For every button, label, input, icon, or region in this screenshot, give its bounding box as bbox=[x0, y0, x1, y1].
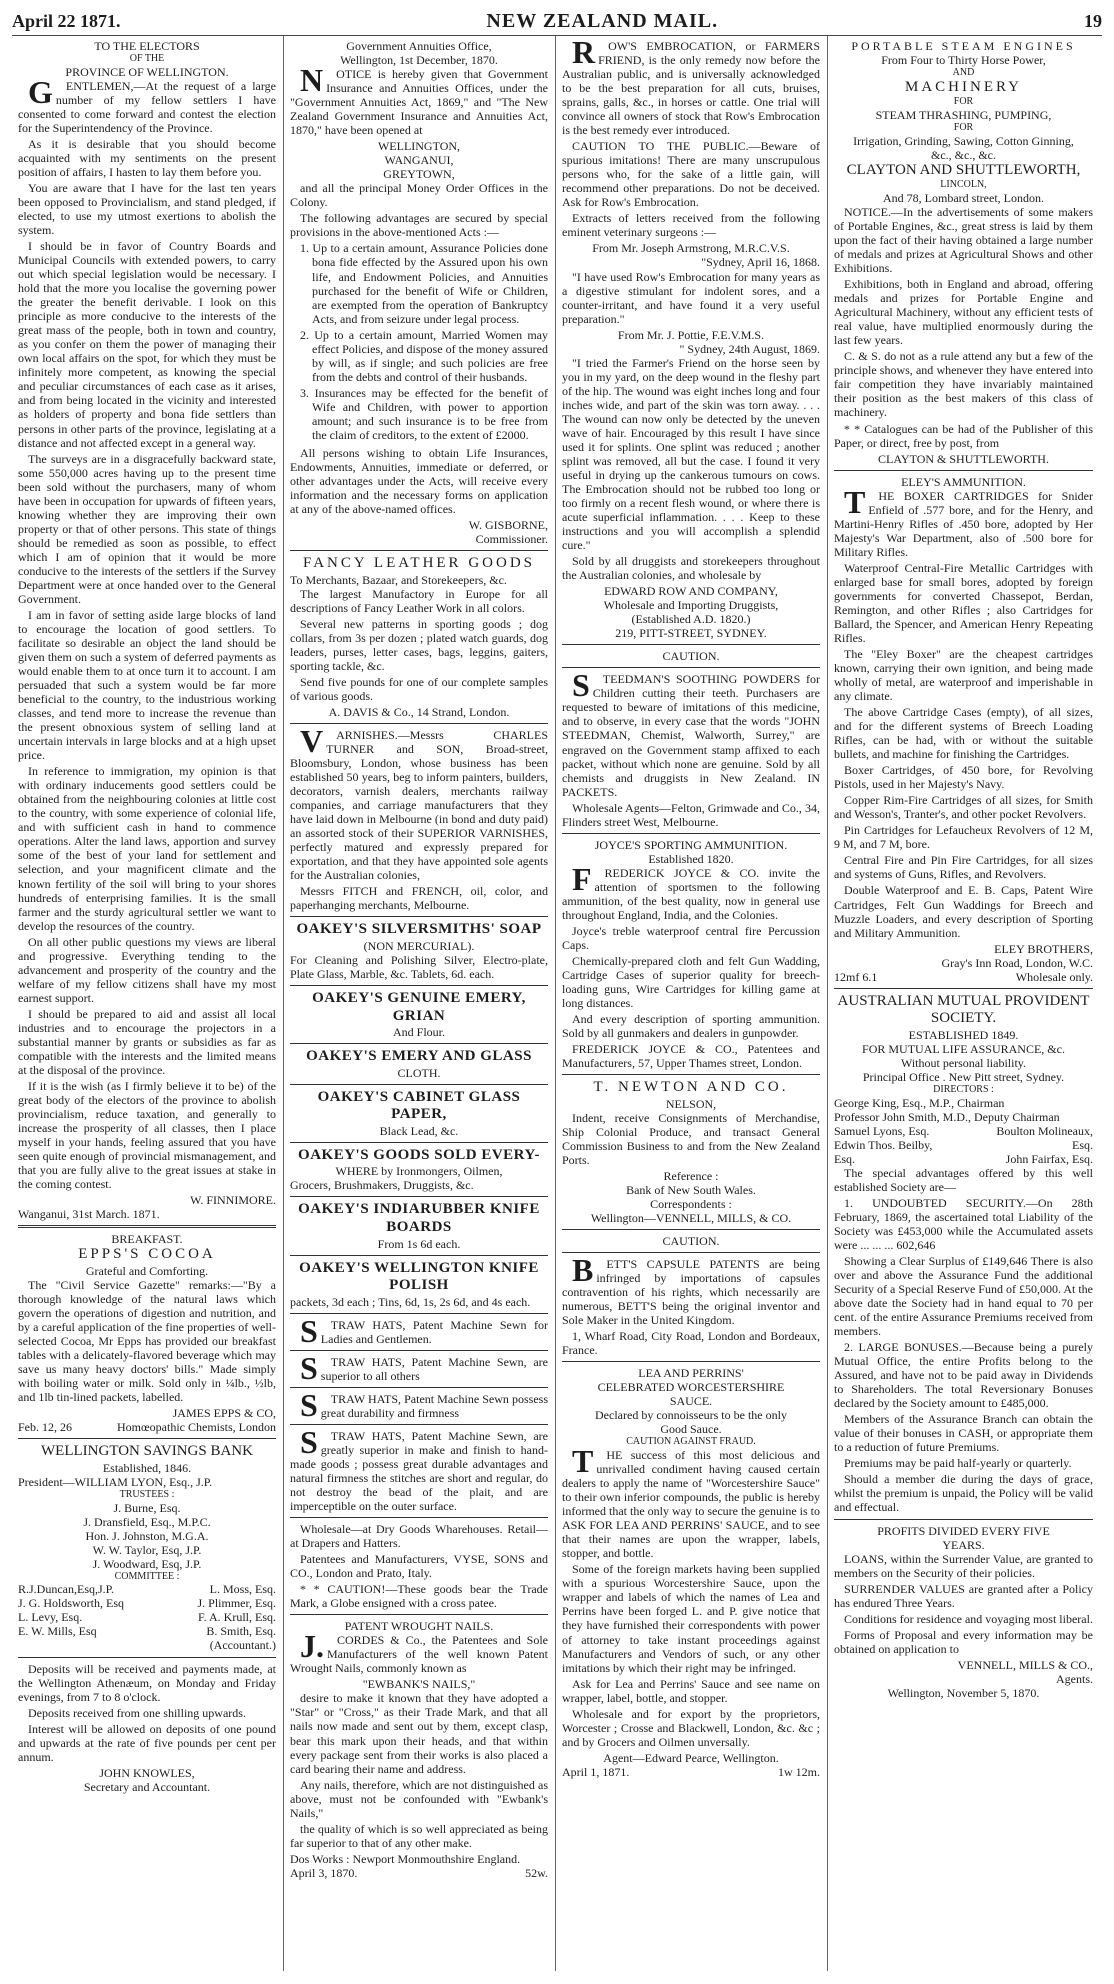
newton-heading: T. NEWTON AND CO. bbox=[593, 1079, 789, 1096]
oakey-ad bbox=[290, 1260, 548, 1309]
bank-trustee: J. Woodward, Esq, J.P. bbox=[92, 1556, 202, 1571]
newton-ad bbox=[562, 1079, 820, 1225]
lea-paragraph: Some of the foreign markets having been supplied with a spurious Worcestershire Sauce, upon the wrapper and labels of which the names of Lea and Perrins have been forged L. and P. give notice that they have furnished their correspondents with power of attorney to take instant proceedings against Manufacturers and Vendors of such, or any other imitations by which their right may be infringed. bbox=[562, 1562, 820, 1675]
clayton-h1: CLAYTON AND SHUTTLEWORTH, bbox=[846, 161, 1081, 178]
nails-ad bbox=[290, 1619, 548, 1880]
bank-paragraph: Interest will be allowed on deposits of one pound and upwards at the rate of five pounds per cent per annum. bbox=[18, 1721, 276, 1764]
electors-heading: TO THE ELECTORS bbox=[94, 39, 200, 53]
fancy-leather-ad bbox=[290, 555, 548, 719]
row-embrocation-ad bbox=[562, 36, 820, 641]
joyce-name: FREDERICK JOYCE & CO., Patentees and Manufacturers, 57, Upper Thames street, London. bbox=[562, 1042, 820, 1071]
eley-heading: ELEY'S AMMUNITION. bbox=[901, 474, 1026, 489]
fancy-paragraphs bbox=[290, 587, 548, 703]
electors-paragraph: If it is the wish (as I firmly believe it to be) of the great body of the electors of the province to abolish provincialism, reduce taxation, and generally to increase the prosperity of all classes, then I place myself in your hands, feeling assured that you have seen quite enough of provincial mismanagement, and that you are fully alive to the great issues at stake in the coming contest. bbox=[18, 1078, 276, 1192]
divider bbox=[562, 1074, 820, 1075]
straw-wholesale: Wholesale—at Dry Goods Wharehouses. Retail—at Drapers and Hatters. bbox=[290, 1522, 548, 1551]
annuities-date: Wellington, 1st December, 1870. bbox=[340, 53, 498, 68]
electors-paragraph: GENTLEMEN,—At the request of a large number of my fellow settlers I have consented to come forward and contest the election for the Superintendency of the Province. bbox=[18, 73, 276, 135]
eley-code: 12mf 6.1 bbox=[834, 969, 878, 984]
divider bbox=[562, 644, 820, 645]
engines-h9: &c., &c., &c. bbox=[931, 147, 996, 162]
embro-p8: " Sydney, 24th August, 1869. bbox=[679, 341, 820, 356]
lea-paragraph: THE success of this most delicious and unrivalled condiment having caused certain dealers to apply the name of "Worcestershire Sauce" to their own inferior compounds, the public is hereby informed that the only way to secure the genuine is to ASK FOR LEA AND PERRINS' SAUCE, and to see that their names are upon the wrapper, labels, stopper, and bottle. bbox=[562, 1443, 820, 1561]
electors-paragraph: I should be in favor of Country Boards and Municipal Councils with extended powers, to carry out which special legislation would be necessary. I hold that the more you localise the governing power the greater the benefit derivable. I look on this principle as more conducive to the interests of the great mass of the people, both in town and country, as you confer on them the power of managing their own local affairs on the spot, for which they must be infinitely more competent, as knowing the special and peculiar circumstances of each case as it arises, and from being located in the vicinity and interested as holders of property and bona fide settlers than persons in other parts of the province, legislating at a distance and not affected except in a general way. bbox=[18, 239, 276, 450]
engines-h4: MACHINERY bbox=[904, 78, 1022, 95]
betts-p1: BETT'S CAPSULE PATENTS are being infringed by importations of capsules contravention of his rights, which necessarily are numerous, BETT'S being the original inventor and Sole Maker in the United Kingdom. bbox=[562, 1252, 820, 1328]
divider bbox=[290, 1350, 548, 1351]
newton-ref-heading: Reference : bbox=[663, 1168, 719, 1183]
eley-paragraphs bbox=[834, 483, 1093, 940]
oakey-heading: OAKEY'S INDIARUBBER KNIFE BOARDS bbox=[298, 1201, 540, 1235]
amp-director: George King, Esq., M.P., Chairman bbox=[834, 1095, 1005, 1110]
amp-director: Professor John Smith, M.D., Deputy Chairman bbox=[834, 1109, 1060, 1124]
varnish-agents: Messrs FITCH and FRENCH, oil, color, and paperhanging merchants, Melbourne. bbox=[290, 884, 548, 913]
embro-p9: "I tried the Farmer's Friend on the horse seen by you in my yard, on the deep wound in the fleshy part of the hip. The wound was eight inches long and four inches wide, and part of the skin was torn away. . . . The wound can now only be detected by the uneven wave of hair. Encouraged by this result I have since used it for splints. One splint was reduced ; another splint was removed, all but the case. I found it very useful in drying up the cankerous tumours on cows. The Embrocation should not be rubbed too long or too firmly on a recent flesh wound, or where there is acute superficial inflammation. . . . Keep to these instructions and you will accomplish a splendid cure." bbox=[562, 355, 820, 553]
clayton-paragraph: NOTICE.—In the advertisements of some makers of Portable Engines, &c., great stress is laid by them upon the fact of their having obtained a large number of medals and prizes at Agricultural Shows and other Exhibitions. bbox=[834, 205, 1093, 276]
eley-address: Gray's Inn Road, London, W.C. bbox=[941, 955, 1093, 970]
fancy-heading: FANCY LEATHER GOODS bbox=[302, 555, 535, 572]
divider bbox=[290, 1043, 548, 1044]
committee-member: R.J.Duncan,Esq,J.P. bbox=[18, 1582, 115, 1597]
varnishes-ad bbox=[290, 722, 548, 913]
divider bbox=[834, 988, 1093, 989]
divider bbox=[562, 1229, 820, 1230]
oakey-heading: OAKEY'S CABINET GLASS PAPER, bbox=[317, 1088, 521, 1123]
amp-directors bbox=[834, 1096, 1093, 1124]
joyce-ad bbox=[562, 838, 820, 1071]
amp-h1: AUSTRALIAN MUTUAL PROVIDENT bbox=[837, 992, 1090, 1009]
lea-paragraph: Wholesale and for export by the proprietors, Worcester ; Crosse and Blackwell, London, &c. &c ; and by Grocers and Oilmen unversally. bbox=[562, 1706, 820, 1749]
embro-p5: "Sydney, April 16, 1868. bbox=[701, 255, 820, 270]
divider bbox=[290, 1614, 548, 1615]
masthead bbox=[12, 10, 1102, 36]
divider bbox=[290, 1424, 548, 1425]
embro-address: 219, PITT-STREET, SYDNEY. bbox=[615, 626, 767, 641]
betts-p2: 1, Wharf Road, City Road, London and Bordeaux, France. bbox=[562, 1329, 820, 1358]
amp-director: Esq. bbox=[1072, 1137, 1093, 1152]
fancy-paragraph: The largest Manufactory in Europe for all descriptions of Fancy Leather Work in all colors. bbox=[290, 586, 548, 615]
oakey-ad bbox=[290, 990, 548, 1039]
oakey-ad bbox=[290, 1147, 548, 1193]
amp-office: Principal Office . New Pitt street, Sydney. bbox=[862, 1069, 1065, 1084]
divider bbox=[290, 1387, 548, 1388]
amp-dateline: Wellington, November 5, 1870. bbox=[887, 1685, 1040, 1700]
bank-paragraph: Deposits will be received and payments made, at the Wellington Athenæum, on Monday and Friday evenings, from 7 to 8 o'clock. bbox=[18, 1661, 276, 1704]
eley-paragraph: Waterproof Central-Fire Metallic Cartridges with enlarged base for small bores, adopted by foreign governments for converted Chassepot, Berdan, Remington, and other Rifles ; also Cartridges for Ballard, the Spencer, and American Henry Repeating Rifles. bbox=[834, 560, 1093, 645]
nails-p3: Any nails, therefore, which are not distinguished as above, must not be confounded with "Ewbank's Nails," bbox=[290, 1777, 548, 1820]
amp-item1b: Showing a Clear Surplus of £149,646 There is also over and above the Assurance Fund the additional Security of a Special Reserve Fund of £50,000. At the above date the Society had in hand equal to 70 per cent. of the entire Assurance Premiums received from members. bbox=[834, 1253, 1093, 1339]
clayton-paragraph: * * Catalogues can be had of the Publisher of this Paper, or direct, free by post, from bbox=[834, 421, 1093, 450]
column-3 bbox=[556, 36, 828, 1971]
column-1 bbox=[12, 36, 284, 1971]
joyce-established: Established 1820. bbox=[648, 851, 734, 866]
engines-ad bbox=[834, 39, 1093, 162]
straw-caution: * * CAUTION!—These goods bear the Trade Mark, a Globe ensigned with a cross patee. bbox=[290, 1582, 548, 1611]
divider bbox=[290, 1142, 548, 1143]
eley-ad bbox=[834, 475, 1093, 984]
embro-p7: From Mr. J. Pottie, F.E.V.M.S. bbox=[617, 327, 765, 342]
oakey-ad bbox=[290, 1089, 548, 1138]
paper-title: NEW ZEALAND MAIL. bbox=[486, 10, 719, 32]
clayton-h2: LINCOLN, bbox=[940, 179, 987, 191]
committee-member: (Accountant.) bbox=[209, 1638, 276, 1653]
engines-h7: FOR bbox=[953, 122, 974, 134]
bank-established: Established, 1846. bbox=[102, 1460, 192, 1475]
amp-director: Esq. bbox=[834, 1151, 855, 1166]
lea-h3: SAUCE. bbox=[669, 1394, 713, 1409]
amp-paragraph: Premiums may be paid half-yearly or quarterly. bbox=[844, 1456, 1072, 1471]
epps-footer bbox=[18, 1420, 276, 1434]
nails-p1: J.CORDES & Co., the Patentees and Sole Manufacturers of the well known Patent Wrought Nails, commonly known as bbox=[290, 1628, 548, 1676]
oakey-sub: Black Lead, &c. bbox=[379, 1123, 459, 1138]
steedman-ad bbox=[562, 667, 820, 829]
electors-paragraphs bbox=[18, 73, 276, 1192]
nails-works: Dos Works : Newport Monmouthshire England. bbox=[290, 1851, 521, 1866]
electors-paragraph: I should be prepared to aid and assist all local industries and to encourage the projectors in a substantial manner by grants or subsidies as far as compatible with the interests and the limited means at the disposal of the province. bbox=[18, 1006, 276, 1077]
divider bbox=[18, 1657, 276, 1658]
oakey-heading: OAKEY'S GENUINE EMERY, GRIAN bbox=[312, 990, 526, 1024]
lea-h5: Good Sauce. bbox=[660, 1422, 722, 1437]
electors-heading-province: PROVINCE OF WELLINGTON. bbox=[65, 64, 229, 79]
oakey-ads bbox=[290, 921, 548, 1313]
bank-committee bbox=[18, 1582, 276, 1652]
committee-member: E. W. Mills, Esq bbox=[18, 1624, 97, 1639]
annuities-item: 2. Up to a certain amount, Married Women may effect Policies, and dispose of the money assured by will, as if single; and such policies are free from the debts and control of their husbands. bbox=[300, 327, 548, 384]
fancy-sub: To Merchants, Bazaar, and Storekeepers, &c. bbox=[290, 572, 507, 587]
joyce-paragraphs bbox=[562, 860, 820, 1041]
lea-h1: LEA AND PERRINS' bbox=[638, 1366, 744, 1381]
annuities-places bbox=[290, 139, 548, 181]
amp-director: Samuel Lyons, Esq. bbox=[834, 1123, 930, 1138]
amp-paragraph: Conditions for residence and voyaging most liberal. bbox=[844, 1611, 1093, 1626]
divider bbox=[562, 1252, 820, 1253]
epps-date: Feb. 12, 26 bbox=[18, 1420, 72, 1435]
engines-h3: AND bbox=[952, 67, 975, 79]
newton-corr: Wellington—VENNELL, MILLS, & CO. bbox=[590, 1210, 792, 1225]
engines-h5: FOR bbox=[953, 96, 974, 108]
amp-director: Edwin Thos. Beilby, bbox=[834, 1137, 933, 1152]
bank-trustees bbox=[18, 1501, 276, 1571]
nails-quote: "EWBANK'S NAILS," bbox=[362, 1677, 476, 1692]
clayton-ad bbox=[834, 162, 1093, 466]
divider bbox=[290, 985, 548, 986]
varnish-text: VARNISHES.—Messrs CHARLES TURNER and SON, Broad-street, Bloomsbury, London, whose business has been established 50 years, beg to inform painters, builders, decorators, varnish dealers, merchants railway companies, and carriage manufacturers that they have laid down in Melbourne (in bond and duty paid) an assorted stock of their SUPERIOR VARNISHES, perfectly matured and expressly prepared for exportation, and that they have appointed sole agents for the Australian colonies, bbox=[290, 722, 548, 883]
annuities-p3: The following advantages are secured by special provisions in the above-mentioned Acts :— bbox=[290, 211, 548, 240]
divider bbox=[290, 550, 548, 551]
clayton-name: CLAYTON & SHUTTLEWORTH. bbox=[878, 451, 1049, 466]
bank-signer: JOHN KNOWLES, bbox=[99, 1765, 195, 1780]
lea-h2: CELEBRATED WORCESTERSHIRE bbox=[597, 1380, 785, 1395]
annuities-signer: W. GISBORNE, bbox=[468, 518, 548, 533]
electors-paragraph: You are aware that I have for the last ten years been opposed to Provincialism, and stand pledged, if elected, to use my utmost exertions to abolish the system. bbox=[18, 180, 276, 238]
lea-date: April 1, 1871. bbox=[562, 1764, 630, 1779]
bank-trustee: Hon. J. Johnston, M.G.A. bbox=[85, 1528, 209, 1543]
divider bbox=[290, 1517, 548, 1518]
eley-paragraph: Central Fire and Pin Fire Cartridges, for all sizes and systems of Guns, Rifles, and Revolvers. bbox=[834, 853, 1093, 882]
amp-director: John Fairfax, Esq. bbox=[1005, 1151, 1093, 1166]
eley-paragraph: Double Waterproof and E. B. Caps, Patent Wire Cartridges, Felt Gun Waddings for Breech and Muzzle Loaders, and every description of Sporting and Military Ammunition. bbox=[834, 883, 1093, 940]
bank-committee-row bbox=[18, 1582, 276, 1596]
eley-paragraph: Copper Rim-Fire Cartridges of all sizes, for Smith and Wesson's, Tranter's, and other pocket Revolvers. bbox=[834, 793, 1093, 822]
committee-member: L. Moss, Esq. bbox=[209, 1582, 276, 1597]
embro-p6: "I have used Row's Embrocation for many years as a digestive stimulant for indolent sores, and a counter-irritant, and have found it a very useful preparation." bbox=[562, 269, 820, 326]
oakey-heading: OAKEY'S EMERY AND GLASS bbox=[306, 1048, 532, 1065]
straw-hats-ad: STRAW HATS, Patent Machine Sewn possess great durability and firmness bbox=[300, 1386, 548, 1423]
divider bbox=[290, 723, 548, 724]
oakey-sub: CLOTH. bbox=[397, 1065, 441, 1080]
divider bbox=[834, 1519, 1093, 1520]
bank-trustee: W. W. Taylor, Esq, J.P. bbox=[92, 1542, 202, 1557]
oakey-heading: OAKEY'S GOODS SOLD EVERY- bbox=[298, 1146, 540, 1163]
amp-paragraphs bbox=[834, 1412, 1093, 1514]
eley-paragraph: Boxer Cartridges, of 450 bore, for Revolving Pistols, used in her Majesty's Navy. bbox=[834, 763, 1093, 792]
oakey-ad bbox=[290, 1201, 548, 1250]
electors-paragraph: In reference to immigration, my opinion is that with ordinary inducements good settlers could be obtained from the neighbouring colonies at little cost to the country, with some experience of colonial life, and with sufficient cash in hand to commence operations. Alter the land laws, apportion and survey some of the best of your land for settlement and selection, and your magnificent climate and the known fertility of the soil will bring to your shores hundreds of enterprising families. It is the small farmer and the sturdy agricultural settler we want to develop the resources of the country. bbox=[18, 764, 276, 933]
joyce-paragraph: Joyce's treble waterproof central fire Percussion Caps. bbox=[562, 923, 820, 952]
oakey-heading: OAKEY'S WELLINGTON KNIFE POLISH bbox=[299, 1259, 539, 1294]
amp-h2: SOCIETY. bbox=[930, 1010, 997, 1027]
amp-name: VENNELL, MILLS & CO., bbox=[957, 1657, 1093, 1672]
lea-h6: CAUTION AGAINST FRAUD. bbox=[626, 1436, 756, 1448]
clayton-h3: And 78, Lombard street, London. bbox=[883, 191, 1044, 205]
embro-sub2: (Established A.D. 1820.) bbox=[631, 612, 751, 627]
steedman-p2: Wholesale Agents—Felton, Grimwade and Co., 34, Flinders street West, Melbourne. bbox=[562, 800, 820, 829]
oakey-heading: OAKEY'S SILVERSMITHS' SOAP bbox=[296, 921, 542, 938]
eley-paragraph: Pin Cartridges for Lefaucheux Revolvers of 12 M, 9 M, and 7 M, bore. bbox=[834, 823, 1093, 852]
engines-h6: STEAM THRASHING, PUMPING, bbox=[875, 107, 1052, 122]
bank-trustees-heading: TRUSTEES : bbox=[119, 1488, 175, 1500]
amp-paragraph: Members of the Assurance Branch can obtain the value of their bonuses in CASH, or appropriate them to a reduction of future Premiums. bbox=[834, 1412, 1093, 1455]
lea-code: 1w 12m. bbox=[778, 1764, 820, 1779]
committee-member: F. A. Krull, Esq. bbox=[197, 1610, 276, 1625]
electors-dateline: Wanganui, 31st March. 1871. bbox=[18, 1207, 160, 1222]
amp-item1: 1. UNDOUBTED SECURITY.—On 28th February, 1869, the ascertained total Liability of the Society was £453,000 while the Accumulated assets were ... ... ... 602,646 bbox=[834, 1195, 1093, 1252]
newton-p1: Indent, receive Consignments of Merchandise, Ship Colonial Produce, and transact General Commission Business to and from the New Zealand Ports. bbox=[562, 1110, 820, 1167]
eley-wholesale: Wholesale only. bbox=[1015, 969, 1093, 984]
column-2 bbox=[284, 36, 556, 1971]
electors-heading-of: OF THE bbox=[129, 53, 165, 65]
amp-director: Boulton Molineaux, bbox=[996, 1123, 1093, 1138]
embro-p10: Sold by all druggists and storekeepers throughout the Australian colonies, and wholesale by bbox=[562, 554, 820, 583]
betts-ad bbox=[562, 1252, 820, 1358]
embro-p3: Extracts of letters received from the following eminent veterinary surgeons :— bbox=[562, 211, 820, 240]
oakey-sub: WHERE by Ironmongers, Oilmen, bbox=[335, 1164, 503, 1179]
amp-h3: ESTABLISHED 1849. bbox=[908, 1027, 1019, 1042]
divider bbox=[834, 470, 1093, 471]
divider bbox=[18, 1438, 276, 1439]
fancy-paragraph: Send five pounds for one of our complete samples of various goods. bbox=[290, 674, 548, 703]
amp-directors-heading: DIRECTORS : bbox=[933, 1083, 994, 1095]
eley-paragraph: The above Cartridge Cases (empty), of all sizes, and for the different systems of Breech Loading Rifles, can be had, with or without the suitable bullets, and machine for finishing the Cartridges. bbox=[834, 705, 1093, 762]
divider bbox=[562, 1361, 820, 1362]
joyce-paragraph: And every description of sporting ammunition. Sold by all gunmakers and dealers in gunpowder. bbox=[562, 1012, 820, 1041]
epps-text: The "Civil Service Gazette" remarks:—"By a thorough knowledge of the natural laws which govern the operations of digestion and nutrition, and by a careful application of the fine properties of well-selected Cocoa, Mr Epps has provided our breakfast tables with a delicately-flavored beverage which may save us many heavy doctors' bills." Made simply with boiling water or milk. Sold only in ¼lb., ½lb, and 1lb tin-lined packets, labelled. bbox=[18, 1277, 276, 1405]
committee-member: J. G. Holdsworth, Esq bbox=[18, 1596, 125, 1611]
epps-subheading: Grateful and Comforting. bbox=[85, 1263, 209, 1278]
engines-h8: Irrigation, Grinding, Sawing, Cotton Ginning, bbox=[853, 133, 1074, 148]
annuities-place: GREYTOWN, bbox=[383, 167, 455, 182]
caution-heading: CAUTION. bbox=[662, 649, 720, 664]
annuities-item: 1. Up to a certain amount, Assurance Policies done bona fide effected by the Assured upon his own life, and Endowment Policies, and Annuities purchased for the benefit of Wife or Children, are exempted from the operation of Bankruptcy Acts, and from seizure under legal process. bbox=[300, 241, 548, 326]
eley-paragraph: The "Eley Boxer" are the cheapest cartridges known, carrying their own ignition, and being made wholly of metal, are waterproof and imperishable in any climate. bbox=[834, 646, 1093, 704]
amp-role: Agents. bbox=[1056, 1671, 1093, 1686]
embro-p4: From Mr. Joseph Armstrong, M.R.C.V.S. bbox=[592, 241, 790, 256]
annuities-p2: and all the principal Money Order Offices in the Colony. bbox=[290, 181, 548, 210]
engines-h1: PORTABLE STEAM ENGINES bbox=[851, 39, 1076, 53]
oakey-ad bbox=[290, 921, 548, 981]
straw-hats-ad: STRAW HATS, Patent Machine Sewn, are superior to all others bbox=[300, 1349, 548, 1386]
nails-footer bbox=[290, 1866, 548, 1880]
divider bbox=[290, 1084, 548, 1085]
straw-patentees: Patentees and Manufacturers, VYSE, SONS and CO., London and Prato, Italy. bbox=[290, 1552, 548, 1581]
engines-h2: From Four to Thirty Horse Power, bbox=[881, 53, 1046, 68]
annuities-role: Commissioner. bbox=[475, 532, 548, 547]
joyce-paragraph: Chemically-prepared cloth and felt Gun Wadding, Cartridge Cases of superior quality for breech-loading guns, Wire Cartridges for killing game at long distances. bbox=[562, 953, 820, 1011]
amp-profits-2: YEARS. bbox=[942, 1537, 985, 1552]
amp-item2: 2. LARGE BONUSES.—Because being a purely Mutual Office, the entire Profits belong to the Assured, and have not to be paid away in Dividends to Shareholders. The total Reversionary Bonuses declared by the Society amount to £485,000. bbox=[834, 1340, 1093, 1411]
divider bbox=[290, 1196, 548, 1197]
newton-nelson: NELSON, bbox=[665, 1096, 717, 1111]
amp-director-row bbox=[834, 1152, 1093, 1166]
annuities-notice bbox=[290, 39, 548, 546]
embro-p1: ROW'S EMBROCATION, or FARMERS FRIEND, is the only remedy now before the Australian public, and is universally acknowledged to be the best preparation for all cuts, bruises, sprains, galls, &c., in horses or cattle. One trial will convince all owners of stock that Row's Embrocation is the best remedy ever introduced. bbox=[562, 36, 820, 138]
amp-society-ad bbox=[834, 993, 1093, 1700]
epps-breakfast: BREAKFAST. bbox=[111, 1232, 183, 1247]
lea-paragraphs bbox=[562, 1443, 820, 1749]
divider bbox=[562, 833, 820, 834]
oakey-sub: And Flour. bbox=[392, 1025, 445, 1040]
bank-trustee: J. Burne, Esq. bbox=[113, 1500, 181, 1515]
oakey-text: packets, 3d each ; Tins, 6d, 1s, 2s 6d, and 4s each. bbox=[290, 1294, 531, 1309]
divider bbox=[290, 916, 548, 917]
eley-name: ELEY BROTHERS, bbox=[994, 941, 1093, 956]
bank-committee-row bbox=[18, 1596, 276, 1610]
annuities-item: 3. Insurances may be effected for the benefit of Wife and Children, with power to apportion amount; and such insurance is to be free from the claim of creditors, to the extent of £2000. bbox=[300, 385, 548, 442]
amp-paragraphs-2 bbox=[834, 1552, 1093, 1656]
columns bbox=[12, 36, 1102, 1971]
straw-hats-ads bbox=[290, 1312, 548, 1518]
issue-date: April 22 1871. bbox=[12, 11, 121, 31]
oakey-text: Grocers, Brushmakers, Druggists, &c. bbox=[290, 1178, 474, 1193]
nails-p4: the quality of which is so well appreciated as being far superior to that of any other make. bbox=[290, 1821, 548, 1850]
steedman-p1: STEEDMAN'S SOOTHING POWDERS for Children cutting their teeth. Purchasers are requested to beware of imitations of this medicine, and to observe, in every case that the words "JOHN STEEDMAN, Chemist, Walworth, Surrey," are engraved on the Government stamp affixed to each packet, without which none are genuine. Sold by all chemists and druggists in New Zealand. IN PACKETS. bbox=[562, 667, 820, 799]
annuities-notice-text: NOTICE is hereby given that Government Insurance and Annuities Offices, under the "Government Annuities Act, 1869," and "The New Zealand Government Insurance and Annuities Act, 1870," have been opened at bbox=[290, 62, 548, 138]
electors-paragraph: On all other public questions my views are liberal and progressive. Everything tending to the advancement and prosperity of the country and the welfare of my fellow citizens shall have my most earnest support. bbox=[18, 934, 276, 1005]
nails-code: 52w. bbox=[525, 1865, 548, 1880]
nails-date: April 3, 1870. bbox=[290, 1865, 358, 1880]
divider bbox=[562, 667, 820, 668]
amp-p1: The special advantages offered by this well established Society are— bbox=[834, 1165, 1093, 1194]
electors-paragraph: I am in favor of setting aside large blocks of land to encourage the location of good settlers. To facilitate so desirable an object the land should be given them on such a system of deferred payments as would enable them to at once turn it to account. I am persuaded that such a system would be far more beneficial to the country, to the industrious working classes, and tend more to increase the revenue than the present obnoxious system of selling land at uncertain intervals in large blocks and at a high upset price. bbox=[18, 607, 276, 763]
savings-bank-ad bbox=[18, 1443, 276, 1794]
annuities-place: WELLINGTON, bbox=[377, 139, 461, 154]
committee-member: L. Levy, Esq. bbox=[18, 1610, 83, 1625]
annuities-list bbox=[300, 241, 548, 441]
annuities-office: Government Annuities Office, bbox=[346, 39, 492, 53]
lea-footer bbox=[562, 1765, 820, 1779]
lea-h4: Declared by connoisseurs to be the only bbox=[595, 1408, 787, 1423]
amp-paragraph: Forms of Proposal and every information may be obtained on application to bbox=[834, 1627, 1093, 1656]
epps-name: JAMES EPPS & CO, bbox=[172, 1406, 276, 1421]
joyce-paragraph: FREDERICK JOYCE & CO. invite the attention of sportsmen to the following ammunition, of the best quality, now in general use throughout England, India, and the Colonies. bbox=[562, 860, 820, 922]
embro-sub1: Wholesale and Importing Druggists, bbox=[603, 598, 779, 613]
electors-paragraph: The surveys are in a disgracefully backward state, some 550,000 acres having up to the present time been sold without the purchasers, many of whom have been in occupation for upwards of fifteen years, knowing whether they are improving their own property or that of other persons. This state of things should be remedied as soon as possible, to effect which I am of opinion that it would be more conducive to the interests of the settlers if the Survey Department were at once handed over to the General Government. bbox=[18, 451, 276, 606]
electors-address bbox=[18, 39, 276, 1221]
bank-committee-row bbox=[18, 1624, 276, 1638]
epps-cocoa-ad bbox=[18, 1232, 276, 1434]
oakey-sub: (NON MERCURIAL). bbox=[363, 938, 475, 953]
amp-director-row bbox=[834, 1138, 1093, 1152]
electors-paragraph: As it is desirable that you should become acquainted with my sentiments on the present position of affairs, I hasten to lay them before you. bbox=[18, 136, 276, 179]
committee-member: J. Plimmer, Esq. bbox=[197, 1596, 276, 1611]
oakey-text: For Cleaning and Polishing Silver, Electro-plate, Plate Glass, Marble, &c. Tablets, 6d. each. bbox=[290, 952, 548, 981]
embro-name: EDWARD ROW AND COMPANY, bbox=[604, 584, 778, 599]
oakey-ad bbox=[290, 1048, 548, 1080]
bank-heading: WELLINGTON SAVINGS BANK bbox=[41, 1443, 253, 1460]
bank-committee-row bbox=[18, 1638, 276, 1652]
amp-paragraph: SURRENDER VALUES are granted after a Policy has endured Three Years. bbox=[834, 1581, 1093, 1610]
amp-director-row bbox=[834, 1124, 1093, 1138]
caution-heading-2: CAUTION. bbox=[662, 1234, 720, 1249]
straw-hats-ad: STRAW HATS, Patent Machine Sewn for Ladies and Gentlemen. bbox=[300, 1312, 548, 1349]
newton-ref: Bank of New South Wales. bbox=[626, 1182, 756, 1197]
amp-h4: FOR MUTUAL LIFE ASSURANCE, &c. bbox=[862, 1041, 1065, 1056]
bank-president: President—WILLIAM LYON, Esq., J.P. bbox=[18, 1474, 213, 1489]
divider bbox=[290, 1313, 548, 1314]
bank-paragraph: Deposits received from one shilling upwards. bbox=[28, 1705, 246, 1720]
lea-agent: Agent—Edward Pearce, Wellington. bbox=[603, 1750, 779, 1765]
annuities-place: WANGANUI, bbox=[384, 153, 454, 168]
lea-perrins-ad bbox=[562, 1366, 820, 1779]
newton-corr-heading: Correspondents : bbox=[650, 1196, 732, 1211]
nails-heading: PATENT WROUGHT NAILS. bbox=[344, 1619, 494, 1634]
page-number: 19 bbox=[1084, 11, 1102, 31]
committee-member: B. Smith, Esq. bbox=[206, 1624, 276, 1639]
epps-heading: EPPS'S COCOA bbox=[78, 1246, 216, 1263]
lea-paragraph: Ask for Lea and Perrins' Sauce and see name on wrapper, label, bottle, and stopper. bbox=[562, 1676, 820, 1705]
column-4 bbox=[828, 36, 1100, 1971]
epps-location: Homœopathic Chemists, London bbox=[117, 1420, 276, 1435]
bank-role: Secretary and Accountant. bbox=[83, 1779, 211, 1794]
eley-paragraph: THE BOXER CARTRIDGES for Snider Enfield of .577 bore, and for the Henry, and Martini-Henry Rifles of .450 bore, adopted by Her Majesty's War Department, also of .500 bore for Military Rifles. bbox=[834, 483, 1093, 559]
bank-trustee: J. Dransfield, Esq., M.P.C. bbox=[83, 1514, 211, 1529]
divider bbox=[290, 1255, 548, 1256]
joyce-heading: JOYCE'S SPORTING AMMUNITION. bbox=[594, 837, 788, 852]
oakey-sub: From 1s 6d each. bbox=[377, 1236, 461, 1251]
divider bbox=[18, 1225, 276, 1228]
amp-directors-grid bbox=[834, 1124, 1093, 1166]
bank-committee-heading: COMMITTEE : bbox=[114, 1570, 180, 1582]
amp-profits-1: PROFITS DIVIDED EVERY FIVE bbox=[877, 1523, 1050, 1538]
nails-p2: desire to make it known that they have adopted a "Star" or "Cross," as their Trade Mark, and that all nails now made and sent out by them, except clasp, bear this mark upon their heads, and that within every package sent from their works is also placed a card bearing their name and address. bbox=[290, 1691, 548, 1776]
fancy-paragraph: Several new patterns in sporting goods ; dog collars, from 3s per dozen ; plated watch guards, dog leaders, purses, letter cases, bags, leggins, gaiters, sporting tackle, &c. bbox=[290, 616, 548, 673]
clayton-paragraph: C. & S. do not as a rule attend any but a few of the principle shows, and whenever they have entered into fair competition they have invariably maintained their position as the best makers of this class of machinery. bbox=[834, 349, 1093, 420]
amp-paragraph: Should a member die during the days of grace, whilst the premium is unpaid, the Policy will be valid and effectual. bbox=[834, 1472, 1093, 1515]
electors-signer: W. FINNIMORE. bbox=[190, 1193, 276, 1208]
clayton-paragraph: Exhibitions, both in England and abroad, offering medals and prizes for Portable Engine and Agricultural Machinery, without any efficient tests of real value, have multiplied enormously during the last few years. bbox=[834, 277, 1093, 348]
amp-h5: Without personal liability. bbox=[900, 1055, 1027, 1070]
eley-footer bbox=[834, 970, 1093, 984]
annuities-p4: All persons wishing to obtain Life Insurances, Endowments, Annuities, immediate or deferred, or other advantages under the Acts, will receive every information and the necessary forms on application at any of the above-named offices. bbox=[290, 445, 548, 516]
fancy-address: A. DAVIS & Co., 14 Strand, London. bbox=[328, 704, 510, 719]
straw-hats-ad: STRAW HATS, Patent Machine Sewn, are greatly superior in make and finish to hand-made goods ; possess great durable advantages and natural firmness the stitches are short and regular, do not destroy the bead of the plait, and are imperceptible on the outer surface. bbox=[290, 1423, 548, 1514]
bank-committee-row bbox=[18, 1610, 276, 1624]
embro-p2: CAUTION TO THE PUBLIC.—Beware of spurious imitations! There are many unscrupulous persons who, for the sake of a little gain, will recommend other preparations. Do not be deceived. Ask for Row's Embrocation. bbox=[562, 139, 820, 210]
clayton-paragraphs bbox=[834, 205, 1093, 450]
amp-paragraph: LOANS, within the Surrender Value, are granted to members on the Security of their policies. bbox=[834, 1551, 1093, 1580]
bank-paragraphs bbox=[18, 1662, 276, 1764]
